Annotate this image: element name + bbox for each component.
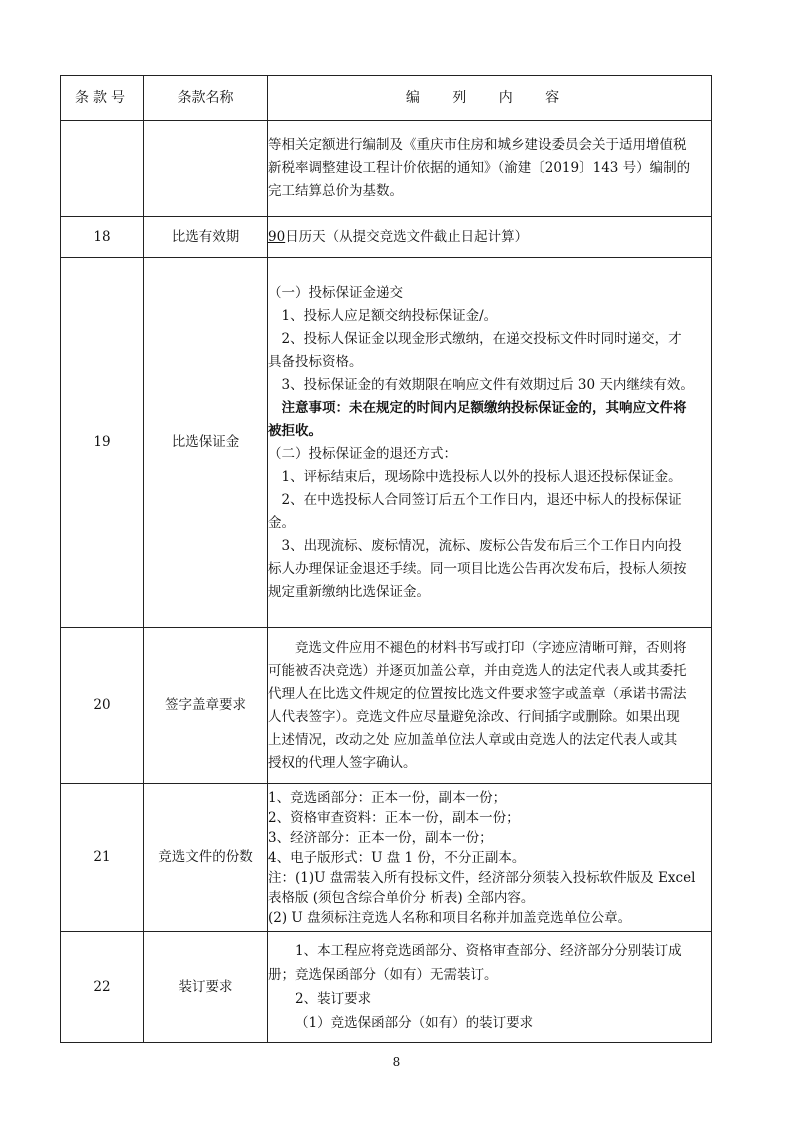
clause-number: 22 (61, 932, 144, 1043)
table-row-22 (61, 932, 712, 1043)
clause-content: 等相关定额进行编制及《重庆市住房和城乡建设委员会关于适用增值税 新税率调整建设工程计价依据的通知》（渝建〔2019〕143 号）编制的 完工结算总价为基数。 (268, 121, 712, 217)
clause-name: 比选有效期 (144, 217, 268, 258)
page-number: 8 (392, 1055, 401, 1069)
table-row-19 (61, 258, 712, 628)
clause-name: 比选保证金 (144, 258, 268, 628)
clause-number: 19 (61, 258, 144, 628)
clause-name (144, 121, 268, 217)
clause-name: 装订要求 (144, 932, 268, 1043)
header-clause-name: 条款名称 (144, 76, 268, 121)
clause-name: 签字盖章要求 (144, 628, 268, 784)
notice-text: 注意事项：未在规定的时间内足额缴纳投标保证金的，其响应文件将 (281, 399, 687, 416)
clauses-table (60, 75, 712, 1043)
clause-number: 21 (61, 784, 144, 932)
clause-number: 20 (61, 628, 144, 784)
notice-text: 被拒收。 (268, 422, 322, 439)
clause-number: 18 (61, 217, 144, 258)
header-content: 编 列 内 容 (268, 76, 712, 121)
clause-content: 1、竞选函部分：正本一份，副本一份； 2、资格审查资料：正本一份，副本一份； 3、经济部分：正本一份，副本一份； 4、电子版形式：U 盘 1 份，不分正副本。 注：(1)U 盘需装入所有投标文件，经济部分须装入投标软件版及 Excel 表格版 (须包含综合单价分 析表) 全部内容。 (2) U 盘须标注竞选人名称和项目名称并加盖竞选单位公章。 (268, 784, 712, 932)
clause-name: 竞选文件的份数 (144, 784, 268, 932)
table-row-continuation (61, 121, 712, 217)
clause-content: （一）投标保证金递交 1、投标人应足额交纳投标保证金/。 2、投标人保证金以现金形式缴纳，在递交投标文件时同时递交，才 具备投标资格。 3、投标保证金的有效期限在响应文件有效期过后 30 天内继续有效。 注意事项：未在规定的时间内足额缴纳投标保证金的，其响应文件将 被拒收。 （二）投标保证金的退还方式： 1、评标结束后，现场除中选投标人以外的投标人退还投标保证金。 2、在中选投标人合同签订后五个工作日内，退还中标人的投标保证 金。 3、出现流标、废标情况，流标、废标公告发布后三个工作日内向投 标人办理保证金退还手续。同一项目比选公告再次发布后，投标人须按 规定重新缴纳比选保证金。 (268, 258, 712, 628)
validity-days: 90 (268, 228, 286, 245)
table-row-18 (61, 217, 712, 258)
table-header-row (61, 76, 712, 121)
table-row-20 (61, 628, 712, 784)
header-clause-number: 条款号 (61, 76, 144, 121)
clause-content: 竞选文件应用不褪色的材料书写或打印（字迹应清晰可辩，否则将 可能被否决竞选）并逐页加盖公章，并由竞选人的法定代表人或其委托 代理人在比选文件规定的位置按比选文件要求签字或盖章（承诺书需法 人代表签字）。竞选文件应尽量避免涂改、行间插字或删除。如果出现 上述情况，改动之处 应加盖单位法人章或由竞选人的法定代表人或其 授权的代理人签字确认。 (268, 628, 712, 784)
clause-content: 1、本工程应将竞选函部分、资格审查部分、经济部分分别装订成 册；竞选保函部分（如有）无需装订。 2、装订要求 （1）竞选保函部分（如有）的装订要求 (268, 932, 712, 1043)
table-row-21 (61, 784, 712, 932)
clause-number (61, 121, 144, 217)
clause-content: 90日历天（从提交竞选文件截止日起计算） (268, 217, 712, 258)
